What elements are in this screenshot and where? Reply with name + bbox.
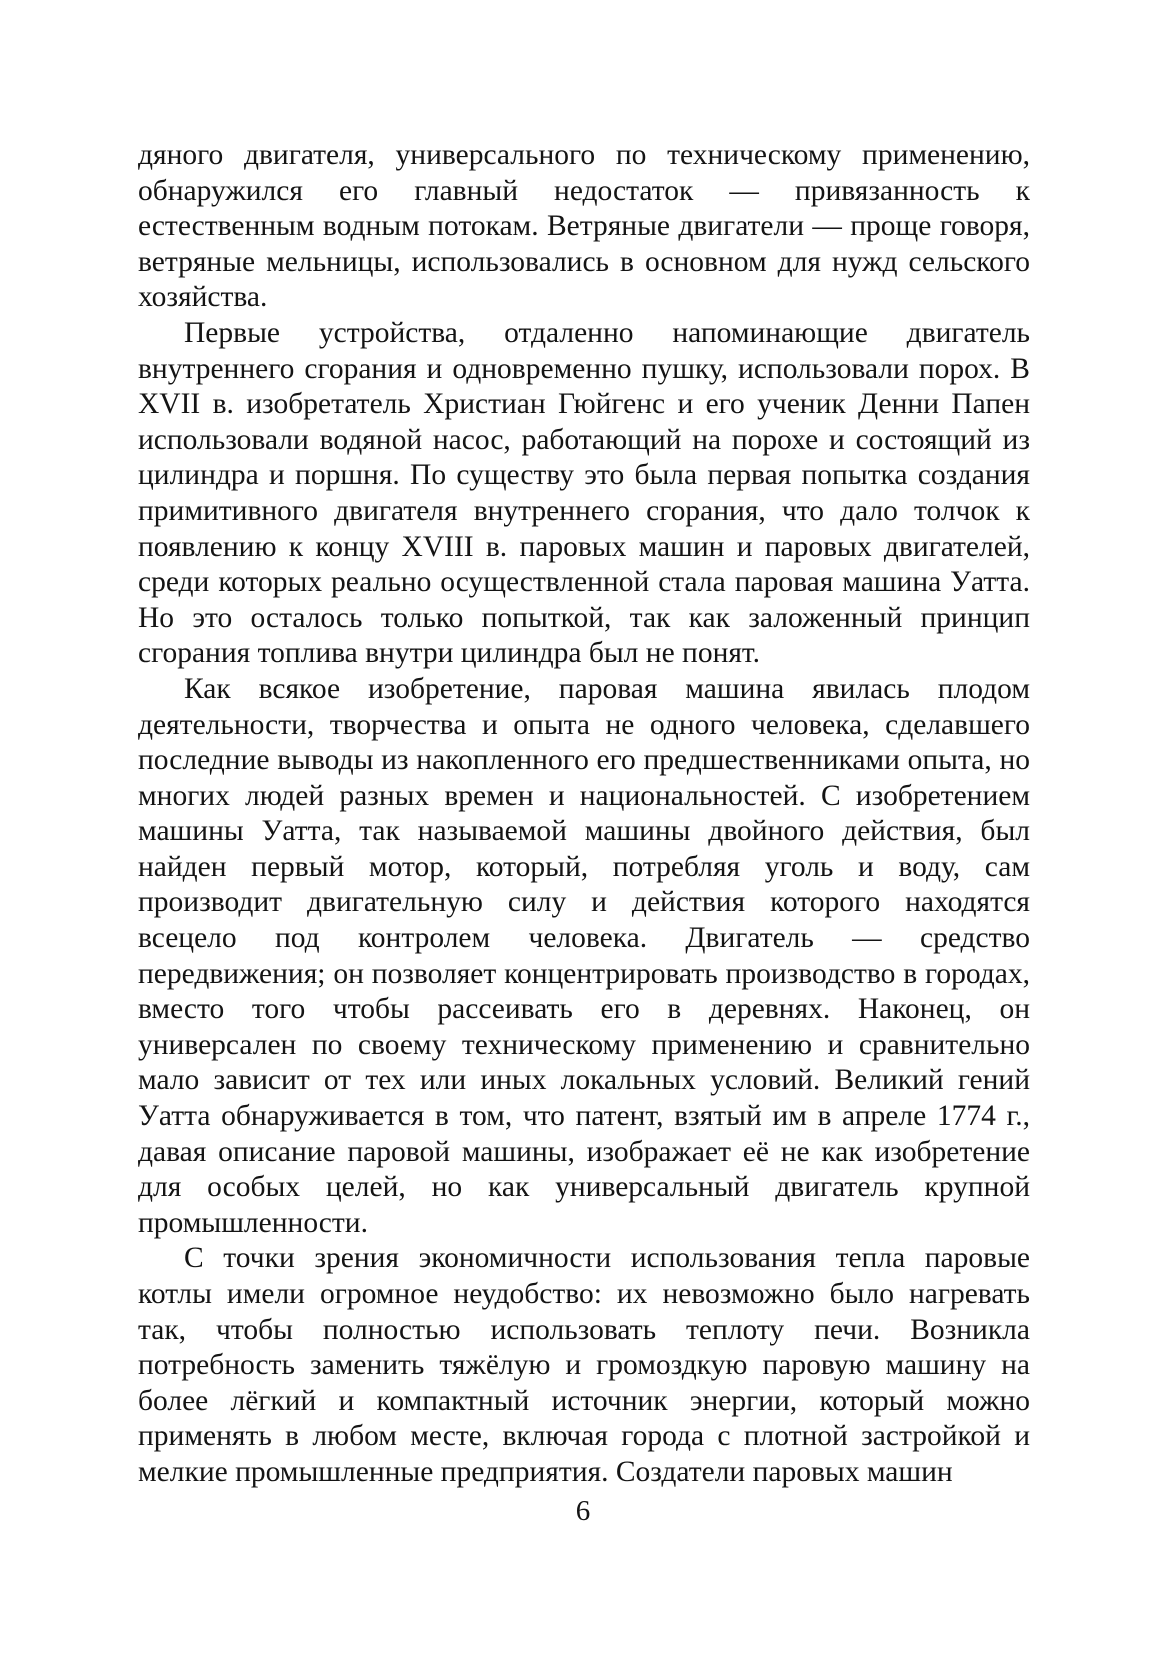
page-body — [138, 138, 1030, 1491]
paragraph-continued: дяного двигателя, универсального по техническому применению, обнаружился его главный недостаток — привязанность к естественным водным потокам. Ветряные двигатели — проще говоря, ветряные мельницы, использовались в основном для нужд сельского хозяйства. — [138, 139, 1030, 314]
paragraph: Как всякое изобретение, паровая машина явилась плодом деятельности, творчества и опыта не одного человека, сделавшего последние выводы из накопленного его предшественниками опыта, но многих людей разных времен и национальностей. С изобретением машины Уатта, так называемой машины двойного действия, был найден первый мотор, который, потребляя уголь и воду, сам производит двигательную силу и действия которого находятся всецело под контролем человека. Двигатель — средство передвижения; он позволяет концентрировать производство в городах, вместо того чтобы рассеивать его в деревнях. Наконец, он универсален по своему техническому применению и сравнительно мало зависит от тех или иных локальных условий. Великий гений Уатта обнаруживается в том, что патент, взятый им в апреле 1774 г., давая описание паровой машины, изображает её не как изобретение для особых целей, но как универсальный двигатель крупной промышленности. — [138, 672, 1030, 1239]
paragraph: С точки зрения экономичности использования тепла паровые котлы имели огромное неудобство: их невозможно было нагревать так, чтобы полностью использовать теплоту печи. Возникла потребность заменить тяжёлую и громоздкую паровую машину на более лёгкий и компактный источник энергии, который можно применять в любом месте, включая города с плотной застройкой и мелкие промышленные предприятия. Создатели паровых машин — [138, 1242, 1030, 1488]
paragraph: Первые устройства, отдаленно напоминающие двигатель внутреннего сгорания и одновременно пушку, использовали порох. В XVII в. изобретатель Христиан Гюйгенс и его ученик Денни Папен использовали водяной насос, работающий на порохе и состоящий из цилиндра и поршня. По существу это была первая попытка создания примитивного двигателя внутреннего сгорания, что дало толчок к появлению к концу XVIII в. паровых машин и паровых двигателей, среди которых реально осуществленной стала паровая машина Уатта. Но это осталось только попыткой, так как заложенный принцип сгорания топлива внутри цилиндра был не понят. — [138, 316, 1030, 670]
page-number: 6 — [575, 1495, 591, 1527]
